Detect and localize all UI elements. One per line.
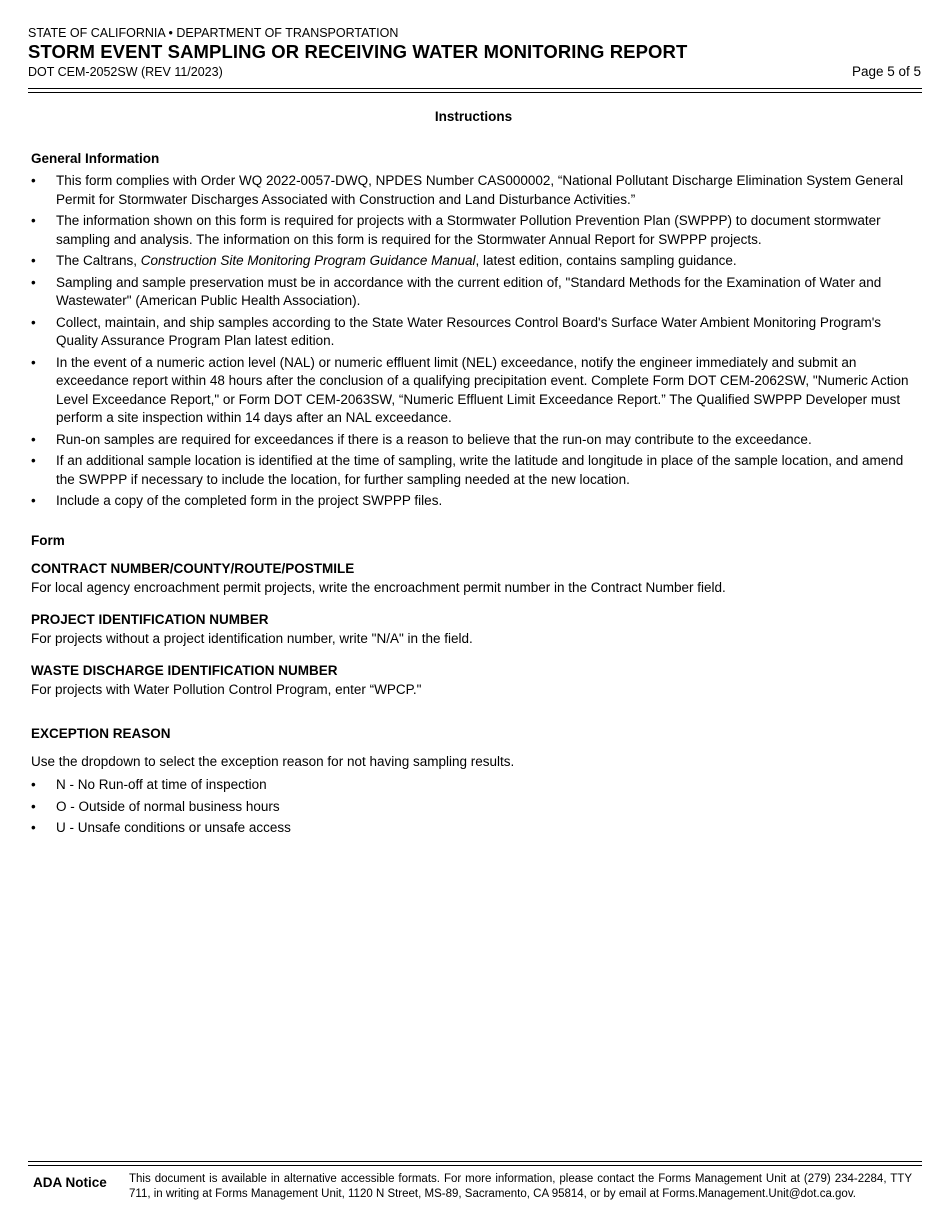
general-info-item <box>31 314 916 351</box>
exception-reason-description: Use the dropdown to select the exception reason for not having sampling results. <box>31 753 515 769</box>
exception-reason-item <box>31 776 916 795</box>
ada-notice-label: ADA Notice <box>33 1175 107 1190</box>
general-info-item-text: Include a copy of the completed form in the project SWPPP files. <box>56 493 443 508</box>
bullet-marker: • <box>31 274 36 290</box>
bullet-marker: • <box>31 798 36 814</box>
general-info-item-text: If an additional sample location is identified at the time of sampling, write the latitude and longitude in place of the sample location, and amend the SWPPP if necessary to include the location, for further sampling needed at the new location. <box>56 453 904 487</box>
text-segment: The Caltrans, <box>56 253 141 268</box>
general-info-item <box>31 274 916 311</box>
ada-notice <box>28 1172 912 1202</box>
general-info-item <box>31 172 916 209</box>
instructions-title: Instructions <box>434 109 513 124</box>
page-number: Page 5 of 5 <box>851 64 921 79</box>
general-info-item <box>31 492 916 511</box>
general-info-item <box>31 431 916 450</box>
bullet-marker: • <box>31 354 36 370</box>
field-description: For projects without a project identification number, write "N/A" in the field. <box>31 630 473 646</box>
general-information-heading: General Information <box>31 150 160 166</box>
general-info-item <box>31 452 916 489</box>
bullet-marker: • <box>31 493 36 508</box>
bullet-marker: • <box>31 431 36 447</box>
bullet-marker: • <box>31 453 36 468</box>
general-info-item-text: The information shown on this form is required for projects with a Stormwater Pollution Prevention Plan (SWPPP) to document stormwater sampling and analysis. The information on this form is required for the Stormwater Annual Report for SWPPP projects. <box>56 213 881 247</box>
footer-divider <box>28 1161 922 1166</box>
text-segment: , latest edition, contains sampling guidance. <box>475 253 737 268</box>
page-header <box>28 26 922 80</box>
bullet-marker: • <box>31 777 36 792</box>
agency-line: STATE OF CALIFORNIA • DEPARTMENT OF TRANSPORTATION <box>28 26 399 40</box>
field-description: For projects with Water Pollution Control Program, enter “WPCP." <box>31 681 422 697</box>
general-info-item-text <box>56 253 737 268</box>
header-divider <box>28 88 922 93</box>
general-info-item-text: Sampling and sample preservation must be in accordance with the current edition of, "Standard Methods for the Examination of Water and Wastewater" (American Public Health Association). <box>56 274 882 308</box>
exception-reason-heading: EXCEPTION REASON <box>31 726 171 741</box>
manual-title: Construction Site Monitoring Program Guidance Manual <box>140 253 476 268</box>
form-info-row <box>28 64 922 80</box>
exception-reason-item <box>31 819 916 838</box>
general-info-item <box>31 212 916 249</box>
exception-reason-item <box>31 798 916 817</box>
exception-reason-item-text: U - Unsafe conditions or unsafe access <box>56 820 291 835</box>
form-number: DOT CEM-2052SW (REV 11/2023) <box>28 65 223 79</box>
form-field-instructions <box>31 560 916 699</box>
general-info-item <box>31 252 916 271</box>
general-info-item <box>31 354 916 428</box>
form-heading: Form <box>31 532 65 548</box>
bullet-marker: • <box>31 253 36 268</box>
bullet-marker: • <box>31 213 36 228</box>
general-info-item-text: This form complies with Order WQ 2022-0057-DWQ, NPDES Number CAS000002, “National Pollutant Discharge Elimination System General Permit for Stormwater Discharges Associated with Construction and Land Disturbance Activities.” <box>56 173 904 207</box>
general-info-item-text: Run-on samples are required for exceedances if there is a reason to believe that the run-on may contribute to the exceedance. <box>56 431 812 447</box>
general-information-list <box>31 172 916 511</box>
instructions-body <box>31 108 916 841</box>
bullet-marker: • <box>31 173 36 188</box>
general-info-item-text: In the event of a numeric action level (NAL) or numeric effluent limit (NEL) exceedance, notify the engineer immediately and submit an exceedance report within 48 hours after the conclusion of a qualifying precipitation event. Complete Form DOT CEM-2062SW, "Numeric Action Level Exceedance Report," or Form DOT CEM-2063SW, “Numeric Effluent Limit Exceedance Report.” The Qualified SWPPP Developer must perform a site inspection within 14 days after an NAL exceedance. <box>56 354 909 425</box>
bullet-marker: • <box>31 820 36 835</box>
general-info-item-text: Collect, maintain, and ship samples according to the State Water Resources Control Board's Surface Water Ambient Monitoring Program's Quality Assurance Program Plan latest edition. <box>56 314 882 348</box>
field-title: PROJECT IDENTIFICATION NUMBER <box>31 612 269 627</box>
ada-notice-text: This document is available in alternative accessible formats. For more information, please contact the Forms Management Unit at (279) 234-2284, TTY 711, in writing at Forms Management Unit, 1120 N Street, MS-89, Sacramento, CA 95814, or by email at Forms.Management.Unit@dot.ca.gov. <box>129 1173 912 1200</box>
field-title: WASTE DISCHARGE IDENTIFICATION NUMBER <box>31 663 338 678</box>
field-title: CONTRACT NUMBER/COUNTY/ROUTE/POSTMILE <box>31 561 355 576</box>
report-title: STORM EVENT SAMPLING OR RECEIVING WATER MONITORING REPORT <box>28 41 688 62</box>
field-description: For local agency encroachment permit projects, write the encroachment permit number in the Contract Number field. <box>31 579 726 595</box>
exception-reason-list <box>31 776 916 838</box>
exception-reason-item-text: N - No Run-off at time of inspection <box>56 777 267 792</box>
exception-reason-item-text: O - Outside of normal business hours <box>56 798 280 814</box>
bullet-marker: • <box>31 314 36 330</box>
